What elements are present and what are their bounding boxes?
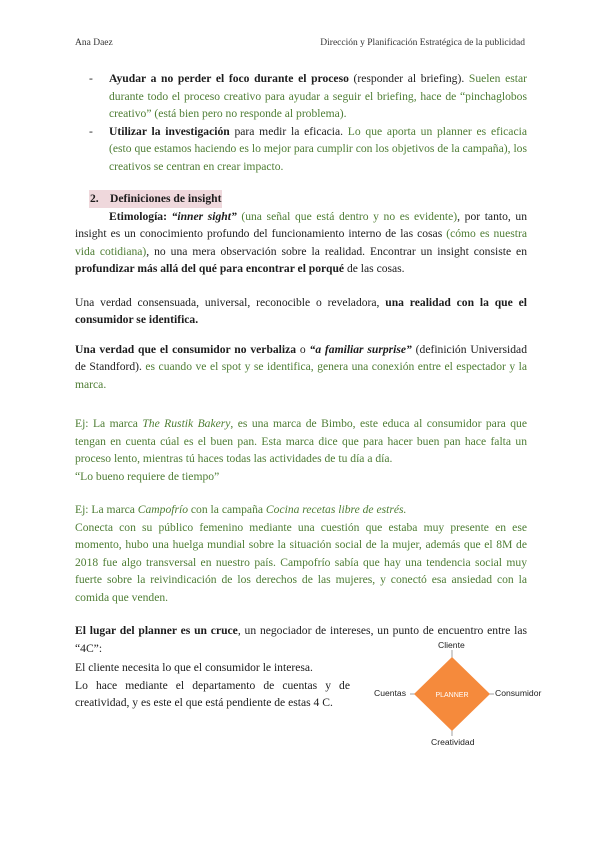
header-course-title: Dirección y Planificación Estratégica de la publicidad <box>320 38 525 48</box>
bullet-dash: - <box>89 72 93 85</box>
bullet-text: (responder al briefing). <box>348 72 469 85</box>
document-body <box>75 70 527 657</box>
example-quote: “Lo bueno requiere de tiempo” <box>75 469 220 483</box>
bullet-note: Lo que aporta un planner es eficacia (esto que estamos haciendo es lo mejor para cumplir con los objetivos de la campaña), los creativos se centran en crear impacto. <box>109 124 527 173</box>
planner-bold: El lugar del planner es un cruce <box>75 624 238 637</box>
etimologia-paragraph <box>75 208 527 278</box>
four-c-diagram <box>374 640 548 752</box>
bullet-text: para medir la eficacia. <box>229 124 348 138</box>
bullet-dash: - <box>89 124 93 138</box>
verdad-bold: una realidad con la que el consumidor se identifica. <box>75 295 527 326</box>
example-prefix: Ej: La marca <box>75 503 138 516</box>
cliente-text-block <box>75 659 350 712</box>
header-author: Ana Daez <box>75 38 113 48</box>
verdad2-text: o <box>296 342 310 356</box>
label-cuentas: Cuentas <box>374 688 407 698</box>
example-text: Conecta con su público femenino mediante una cuestión que estaba muy presente en ese momento, hubo una huelga mundial sobre la situación social de la mujer, además que el 8M de 2018 fue algo transversal en nuestro país. Campofrío sabía que hay una tendencia social muy fuerte sobre la reivindicación de los derechos de las mujeres, y conectó esa ansiedad con la comida que venden. <box>75 520 527 604</box>
verdad2-bold: Una verdad que el consumidor no verbaliza <box>75 342 297 356</box>
section-heading <box>75 190 527 208</box>
verdad2-italic: “a familiar surprise” <box>309 342 412 356</box>
example-brand: The Rustik Bakery <box>142 417 231 430</box>
etimologia-term: “inner sight” <box>171 209 237 223</box>
label-consumidor: Consumidor <box>495 688 542 698</box>
example-brand: Campofrío <box>137 503 189 516</box>
example-rustik <box>75 415 527 485</box>
verdad-no-verbaliza-paragraph <box>75 341 527 394</box>
etimologia-text: , por tanto, un insight es un conocimiento profundo del funcionamiento interno de las cosas <box>75 209 527 240</box>
bullet-item <box>75 70 527 123</box>
bullet-item <box>75 123 527 176</box>
etimologia-text-3: de las cosas. <box>344 262 405 275</box>
section-number: 2. <box>90 192 99 205</box>
cuentas-paragraph: Lo hace mediante el departamento de cuentas y de creatividad, y es este el que está pendiente de estas 4 C. <box>75 678 350 709</box>
bullet-bold-text: Ayudar a no perder el foco durante el proceso <box>109 72 349 85</box>
example-campofrio <box>75 501 527 606</box>
section-title: Definiciones de insight <box>110 192 222 205</box>
etimologia-bold: profundizar más allá del qué para encontrar el porqué <box>75 262 345 275</box>
etimologia-note-2: (cómo es nuestra vida cotidiana) <box>75 227 527 258</box>
example-text: , es una marca de Bimbo, este educa al consumidor para que tengan en cuenta cúal es el buen pan. Esta marca dice que para hacer buen pan hace falta un proceso lento, mientras tú haces todas las actividades de tu día a día. <box>75 417 527 465</box>
etimologia-text-2: , no una mera observación sobre la realidad. Encontrar un insight consiste en <box>146 244 527 258</box>
etimologia-label: Etimología: <box>109 209 172 223</box>
example-mid: con la campaña <box>188 503 266 516</box>
label-cliente: Cliente <box>438 640 465 650</box>
verdad-text: Una verdad consensuada, universal, reconocible o reveladora, <box>75 295 386 309</box>
diamond-center-label: PLANNER <box>435 692 469 699</box>
cliente-paragraph: El cliente necesita lo que el consumidor le interesa. <box>75 661 313 674</box>
bullet-note: Suelen estar durante todo el proceso creativo para ayudar a seguir el briefing, hace de “pinchaglobos creativo” (está bien pero no responde al problema). <box>109 72 527 120</box>
verdad2-note: es cuando ve el spot y se identifica, genera una conexión entre el espectador y la marca. <box>75 360 527 391</box>
etimologia-note: (una señal que está dentro y no es evidente) <box>236 209 458 223</box>
bullet-bold-text: Utilizar la investigación <box>109 124 230 138</box>
planner-text: , un negociador de intereses, un punto de encuentro entre las “4C”: <box>75 624 528 655</box>
label-creatividad: Creatividad <box>431 737 475 747</box>
verdad-paragraph <box>75 294 527 329</box>
verdad2-text-2: (definición Universidad de Standford). <box>75 342 528 373</box>
example-campaign: Cocina recetas libre de estrés. <box>265 503 407 516</box>
example-prefix: Ej: La marca <box>75 417 143 430</box>
